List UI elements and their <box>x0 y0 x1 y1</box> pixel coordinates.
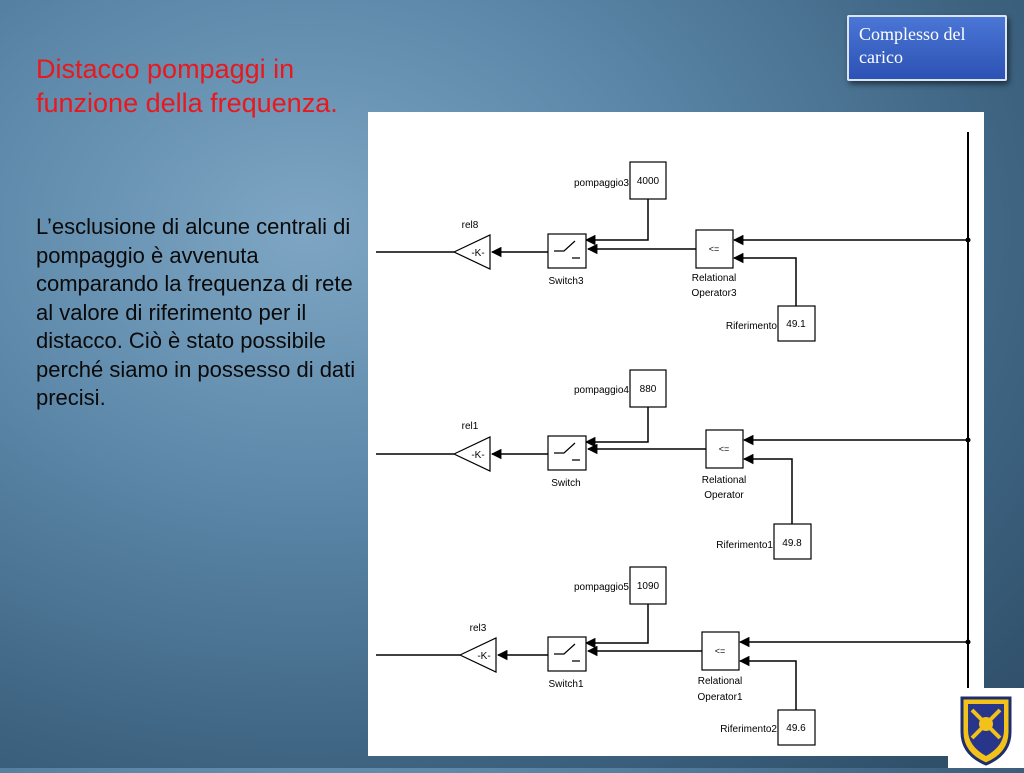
gain-label: rel1 <box>461 421 479 432</box>
switch-label: Switch <box>551 478 581 489</box>
operator-symbol: <= <box>714 646 726 656</box>
row-2 <box>376 370 968 559</box>
gain-symbol: -K- <box>477 651 491 662</box>
switch-block[interactable] <box>548 436 586 470</box>
operator-symbol: <= <box>708 244 720 254</box>
row-1 <box>376 162 968 341</box>
switch-label: Switch1 <box>548 679 584 690</box>
constant-value: 4000 <box>636 176 660 187</box>
constant-value: 880 <box>639 384 657 395</box>
reference-label: Riferimento <box>725 321 777 332</box>
switch-label: Switch3 <box>548 276 584 287</box>
reference-value: 49.8 <box>782 538 802 549</box>
operator-label-1: Relational <box>691 273 737 284</box>
constant-label: pompaggio5 <box>573 582 629 593</box>
reference-label: Riferimento2 <box>720 724 777 735</box>
slide-title: Distacco pompaggi in funzione della frequenza. <box>36 54 338 118</box>
reference-label: Riferimento1 <box>716 540 773 551</box>
operator-label-1: Relational <box>701 475 747 486</box>
operator-label-1: Relational <box>697 676 743 687</box>
reference-value: 49.6 <box>786 723 806 734</box>
operator-label-2: Operator3 <box>691 288 737 299</box>
switch-block[interactable] <box>548 637 586 671</box>
gain-label: rel8 <box>461 220 479 231</box>
simulink-diagram <box>368 112 984 756</box>
gain-symbol: -K- <box>471 248 485 259</box>
row-3 <box>376 567 968 745</box>
operator-symbol: <= <box>718 444 730 454</box>
constant-value: 1090 <box>636 581 660 592</box>
switch-block[interactable] <box>548 234 586 268</box>
gain-label: rel3 <box>469 623 487 634</box>
slide-body-text: L’esclusione di alcune centrali di pompaggio è avvenuta comparando la frequenza di rete al valore di riferimento per il distacco. Ciò è stato possibile perché siamo in possesso di dati precisi. <box>36 214 356 410</box>
operator-label-2: Operator1 <box>697 692 743 703</box>
school-logo <box>948 688 1024 768</box>
constant-label: pompaggio4 <box>573 385 629 396</box>
reference-value: 49.1 <box>786 319 806 330</box>
complesso-del-carico-button[interactable]: Complesso del carico <box>847 15 1007 81</box>
gain-symbol: -K- <box>471 450 485 461</box>
constant-label: pompaggio3 <box>573 178 629 189</box>
operator-label-2: Operator <box>704 490 744 501</box>
